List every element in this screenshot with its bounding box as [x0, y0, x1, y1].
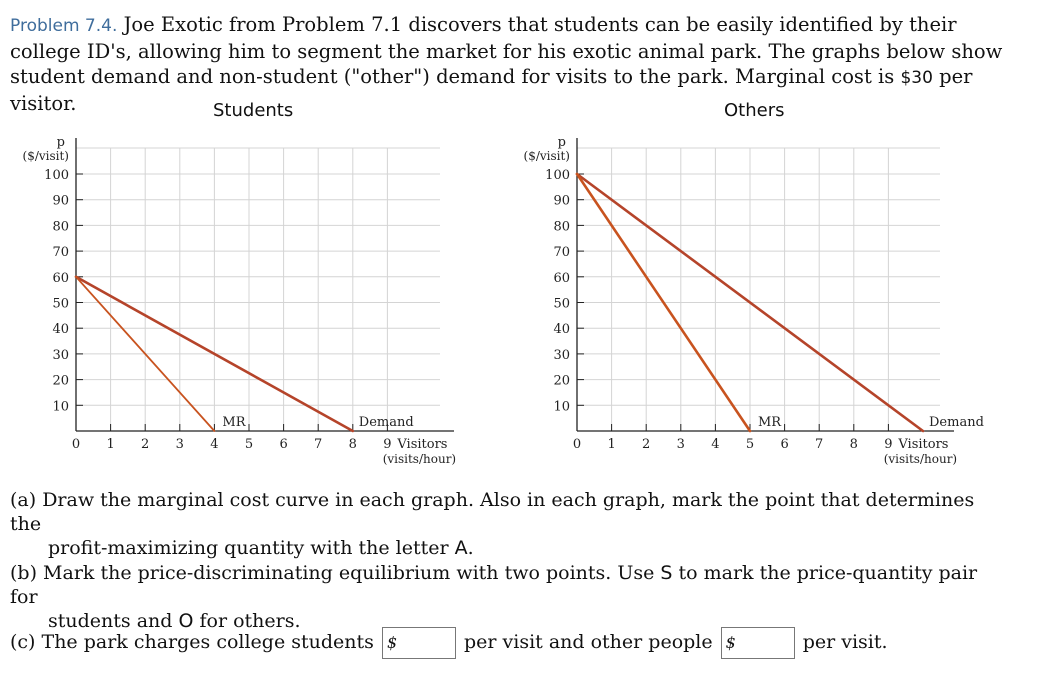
others-y-tick-label: 50: [553, 296, 570, 312]
others-x-tick-label: 9: [884, 437, 893, 452]
students-y-label-p: p: [56, 135, 65, 150]
students-x-label-visitors: Visitors: [397, 437, 448, 452]
students-price-box[interactable]: [382, 627, 456, 659]
question-b-text4: for others.: [199, 610, 301, 632]
question-c-text3: per visit.: [802, 631, 888, 653]
students-y-tick-label: 30: [52, 347, 69, 363]
students-x-tick-label: 7: [314, 437, 323, 452]
students-x-tick-label: 4: [210, 437, 219, 452]
others-x-tick-label: 6: [780, 437, 789, 452]
others-price-input[interactable]: [744, 631, 792, 655]
question-a-text2: profit-maximizing quantity with the letter: [48, 537, 449, 559]
others-x-tick-label: 3: [676, 437, 685, 452]
others-x-tick-label: 0: [572, 437, 582, 452]
others-y-tick-label: 100: [545, 168, 570, 183]
students-x-tick-label: 1: [106, 437, 115, 452]
students-x-tick-label: 8: [348, 437, 357, 452]
question-c: [10, 627, 1010, 659]
dollar-sign: $: [725, 633, 736, 652]
others-x-tick-label: 2: [642, 437, 651, 452]
others-y-tick-label: 90: [553, 193, 570, 209]
students-x-tick-label: 6: [279, 437, 288, 452]
others-x-tick-label: 8: [849, 437, 858, 452]
students-y-tick-label: 100: [44, 168, 69, 183]
letter-o: O: [178, 610, 194, 632]
others-mr-label: MR: [758, 415, 782, 430]
students-mr-label: MR: [222, 415, 246, 430]
question-c-prefix: (c): [10, 631, 36, 653]
letter-a: A: [454, 537, 468, 559]
others-price-box[interactable]: [721, 627, 795, 659]
students-y-label-unit: ($/visit): [22, 149, 69, 163]
question-b-text2: to mark the price-quantity pair for: [10, 562, 978, 608]
question-b-text: Mark the price-discriminating equilibrium with two points. Use: [43, 562, 655, 584]
others-y-tick-label: 70: [553, 245, 570, 261]
others-y-tick-label: 20: [553, 373, 570, 389]
letter-s: S: [660, 562, 673, 584]
marginal-cost-suffix: per visitor.: [10, 65, 973, 115]
students-x-tick-label: 5: [244, 437, 254, 452]
others-x-tick-label: 4: [711, 437, 720, 452]
others-y-tick-label: 10: [553, 399, 570, 415]
dollar-sign: $: [386, 633, 398, 652]
others-x-tick-label: 1: [607, 437, 616, 452]
question-c-text2: per visit and other people: [464, 631, 713, 653]
students-y-tick-label: 40: [52, 322, 69, 338]
students-x-label-unit: (visits/hour): [382, 452, 457, 466]
others-y-tick-label: 40: [553, 322, 570, 338]
others-y-label-p: p: [557, 135, 566, 150]
students-y-tick-label: 50: [52, 296, 69, 312]
question-c-text1: The park charges college students: [41, 631, 374, 653]
others-x-label-visitors: Visitors: [898, 437, 949, 452]
students-y-tick-label: 70: [52, 245, 69, 261]
students-price-input[interactable]: [405, 631, 453, 655]
students-x-tick-label: 0: [71, 437, 81, 452]
students-x-tick-label: 9: [383, 437, 392, 452]
others-y-tick-label: 60: [553, 270, 570, 286]
others-x-label-unit: (visits/hour): [883, 452, 958, 466]
others-demand-label: Demand: [929, 415, 984, 430]
others-graph-title: Others: [724, 100, 785, 121]
students-y-tick-label: 90: [52, 193, 69, 209]
students-y-tick-label: 20: [52, 373, 69, 389]
students-y-tick-label: 10: [52, 399, 69, 415]
marginal-cost-value: $30: [900, 68, 933, 88]
question-a-text: Draw the marginal cost curve in each graph. Also in each graph, mark the point that determines the: [10, 489, 975, 535]
students-y-tick-label: 60: [52, 270, 69, 286]
question-b-text3: students and: [48, 610, 173, 632]
problem-label: Problem 7.4.: [10, 16, 118, 36]
others-y-tick-label: 30: [553, 347, 570, 363]
question-b: [10, 561, 1010, 633]
students-x-tick-label: 3: [175, 437, 184, 452]
others-y-tick-label: 80: [553, 219, 570, 235]
others-y-label-unit: ($/visit): [523, 149, 570, 163]
students-x-tick-label: 2: [141, 437, 150, 452]
students-graph-title: Students: [213, 100, 294, 121]
problem-text: Joe Exotic from Problem 7.1 discovers that students can be easily identified by their college ID's, allowing him to segment the market for his exotic animal park. The graphs below show student demand and non-student ("other") demand for visits to the park. Marginal cost is: [10, 13, 1003, 88]
others-x-tick-label: 7: [815, 437, 824, 452]
others-x-tick-label: 5: [745, 437, 755, 452]
question-a: (a) Draw the marginal cost curve in each graph. Also in each graph, mark the point that determines the profit-maximizing quantity with the letter A.: [10, 489, 975, 559]
question-a-prefix: (a): [10, 489, 37, 511]
students-y-tick-label: 80: [52, 219, 69, 235]
students-demand-label: Demand: [358, 415, 414, 430]
question-b-prefix: (b): [10, 562, 37, 584]
